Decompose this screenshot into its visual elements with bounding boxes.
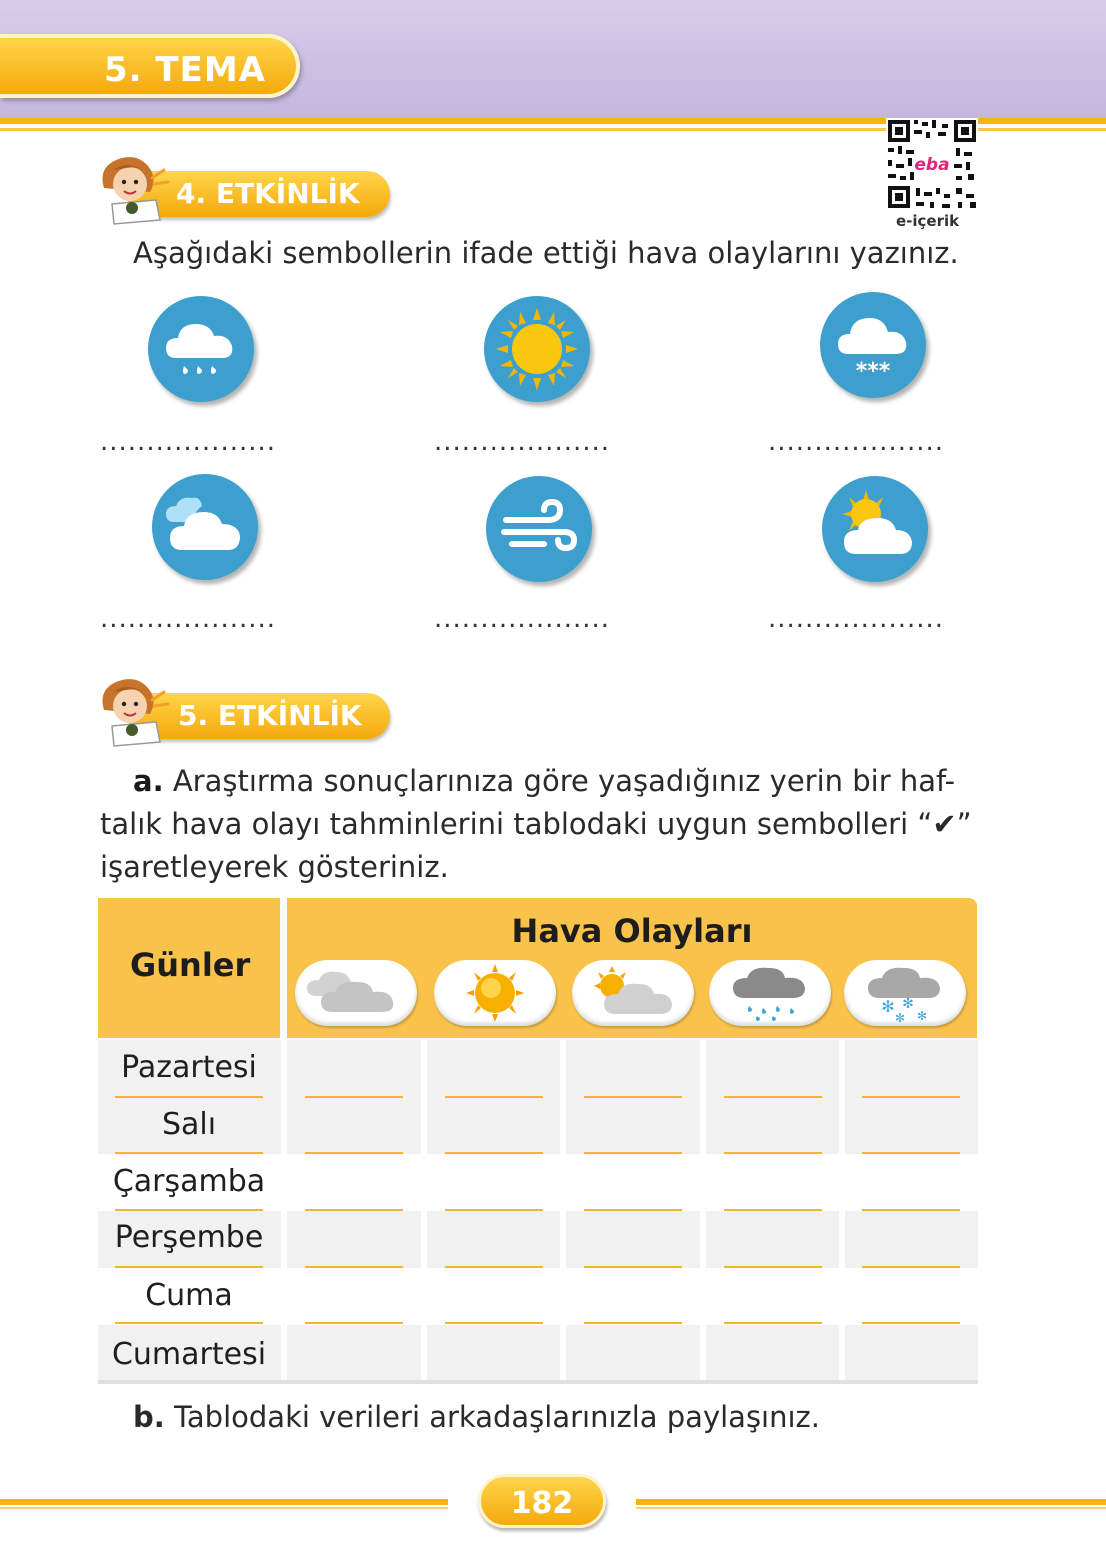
answer-cell[interactable] bbox=[724, 1322, 822, 1324]
part-b-paragraph bbox=[133, 1400, 820, 1434]
answer-cell[interactable] bbox=[724, 1096, 822, 1098]
answer-cell[interactable] bbox=[724, 1152, 822, 1154]
qr-label: e-içerik bbox=[896, 212, 960, 230]
day-label: Pazartesi bbox=[121, 1050, 257, 1085]
table-bottom-edge bbox=[98, 1380, 978, 1384]
girl-mascot-icon bbox=[92, 670, 172, 750]
svg-text:✻: ✻ bbox=[916, 1009, 928, 1023]
answer-blank-5[interactable]: ................... bbox=[434, 604, 611, 634]
rainy-icon bbox=[709, 960, 831, 1026]
answer-blank-3[interactable]: ................... bbox=[768, 427, 945, 457]
activity5-banner: 5. ETKİNLİK bbox=[130, 693, 390, 739]
answer-cell[interactable] bbox=[584, 1322, 682, 1324]
answer-blank-6[interactable]: ................... bbox=[768, 604, 945, 634]
column-separator bbox=[700, 1040, 706, 1380]
day-label: Cuma bbox=[145, 1278, 233, 1313]
column-separator bbox=[421, 1040, 427, 1380]
snowy-icon bbox=[844, 960, 966, 1026]
answer-cell[interactable] bbox=[305, 1096, 403, 1098]
answer-cell[interactable] bbox=[584, 1152, 682, 1154]
activity4-instruction: Aşağıdaki sembollerin ifade ettiği hava olaylarını yazınız. bbox=[133, 236, 959, 270]
answer-cell[interactable] bbox=[305, 1152, 403, 1154]
sunny-icon bbox=[434, 960, 556, 1026]
answer-cell[interactable] bbox=[445, 1209, 543, 1211]
answer-blank-1[interactable]: ................... bbox=[100, 427, 277, 457]
answer-cell[interactable] bbox=[862, 1322, 960, 1324]
svg-text:✻: ✻ bbox=[881, 997, 895, 1016]
answer-blank-4[interactable]: ................... bbox=[100, 604, 277, 634]
answer-cell[interactable] bbox=[445, 1096, 543, 1098]
part-b-text: Tablodaki verileri arkadaşlarınızla paylaşınız. bbox=[174, 1400, 820, 1434]
cloudy-icon bbox=[295, 960, 417, 1026]
part-a-paragraph bbox=[100, 760, 980, 889]
qr-brand-label: eba bbox=[914, 155, 950, 175]
sun-icon bbox=[484, 296, 590, 402]
column-separator bbox=[839, 1040, 845, 1380]
answer-cell[interactable] bbox=[305, 1266, 403, 1268]
day-underline bbox=[115, 1096, 263, 1098]
partly-sunny-icon bbox=[822, 476, 928, 582]
day-underline bbox=[115, 1266, 263, 1268]
qr-code-icon[interactable] bbox=[886, 118, 978, 210]
answer-cell[interactable] bbox=[724, 1266, 822, 1268]
footer-divider bbox=[0, 1499, 448, 1505]
wind-icon bbox=[486, 476, 592, 582]
events-header: Hava Olayları bbox=[511, 912, 753, 950]
answer-cell[interactable] bbox=[584, 1266, 682, 1268]
column-separator bbox=[560, 1040, 566, 1380]
part-a-line-2: talık hava olayı tahminlerini tablodaki uygun sembolleri “✔” bbox=[100, 807, 972, 841]
footer-divider-thin bbox=[636, 1507, 1106, 1509]
events-header-cell bbox=[287, 898, 977, 1038]
svg-text:***: *** bbox=[855, 359, 891, 384]
answer-cell[interactable] bbox=[862, 1266, 960, 1268]
answer-cell[interactable] bbox=[862, 1096, 960, 1098]
part-a-line-3: işaretleyerek gösteriniz. bbox=[100, 850, 449, 884]
part-b-marker: b. bbox=[133, 1400, 165, 1434]
svg-text:✻: ✻ bbox=[902, 996, 914, 1012]
days-header-cell bbox=[98, 898, 280, 1038]
answer-cell[interactable] bbox=[862, 1209, 960, 1211]
days-header: Günler bbox=[130, 946, 251, 984]
snow-cloud-icon bbox=[820, 292, 926, 398]
footer-divider-thin bbox=[0, 1507, 448, 1509]
day-underline bbox=[115, 1152, 263, 1154]
theme-label: 5. TEMA bbox=[0, 34, 300, 98]
day-underline bbox=[115, 1322, 263, 1324]
partly-cloudy-icon bbox=[572, 960, 694, 1026]
answer-cell[interactable] bbox=[862, 1152, 960, 1154]
part-a-line-1: Araştırma sonuçlarınıza göre yaşadığınız yerin bir haf- bbox=[172, 764, 956, 798]
answer-cell[interactable] bbox=[445, 1152, 543, 1154]
part-a-marker: a. bbox=[133, 764, 164, 798]
page-number: 182 bbox=[478, 1474, 606, 1528]
cloudy-icon bbox=[152, 474, 258, 580]
answer-cell[interactable] bbox=[305, 1209, 403, 1211]
rain-cloud-icon bbox=[148, 296, 254, 402]
answer-cell[interactable] bbox=[305, 1322, 403, 1324]
day-label: Salı bbox=[161, 1107, 217, 1142]
answer-blank-2[interactable]: ................... bbox=[434, 427, 611, 457]
answer-cell[interactable] bbox=[445, 1322, 543, 1324]
day-label: Çarşamba bbox=[112, 1164, 266, 1199]
activity4-banner: 4. ETKİNLİK bbox=[128, 171, 390, 217]
day-underline bbox=[115, 1209, 263, 1211]
svg-text:✻: ✻ bbox=[894, 1011, 906, 1025]
day-label: Cumartesi bbox=[111, 1337, 267, 1372]
girl-mascot-icon bbox=[92, 148, 172, 228]
column-separator bbox=[281, 1040, 287, 1380]
day-label: Perşembe bbox=[114, 1220, 264, 1255]
answer-cell[interactable] bbox=[445, 1266, 543, 1268]
footer-divider bbox=[636, 1499, 1106, 1505]
answer-cell[interactable] bbox=[584, 1209, 682, 1211]
answer-cell[interactable] bbox=[724, 1209, 822, 1211]
answer-cell[interactable] bbox=[584, 1096, 682, 1098]
